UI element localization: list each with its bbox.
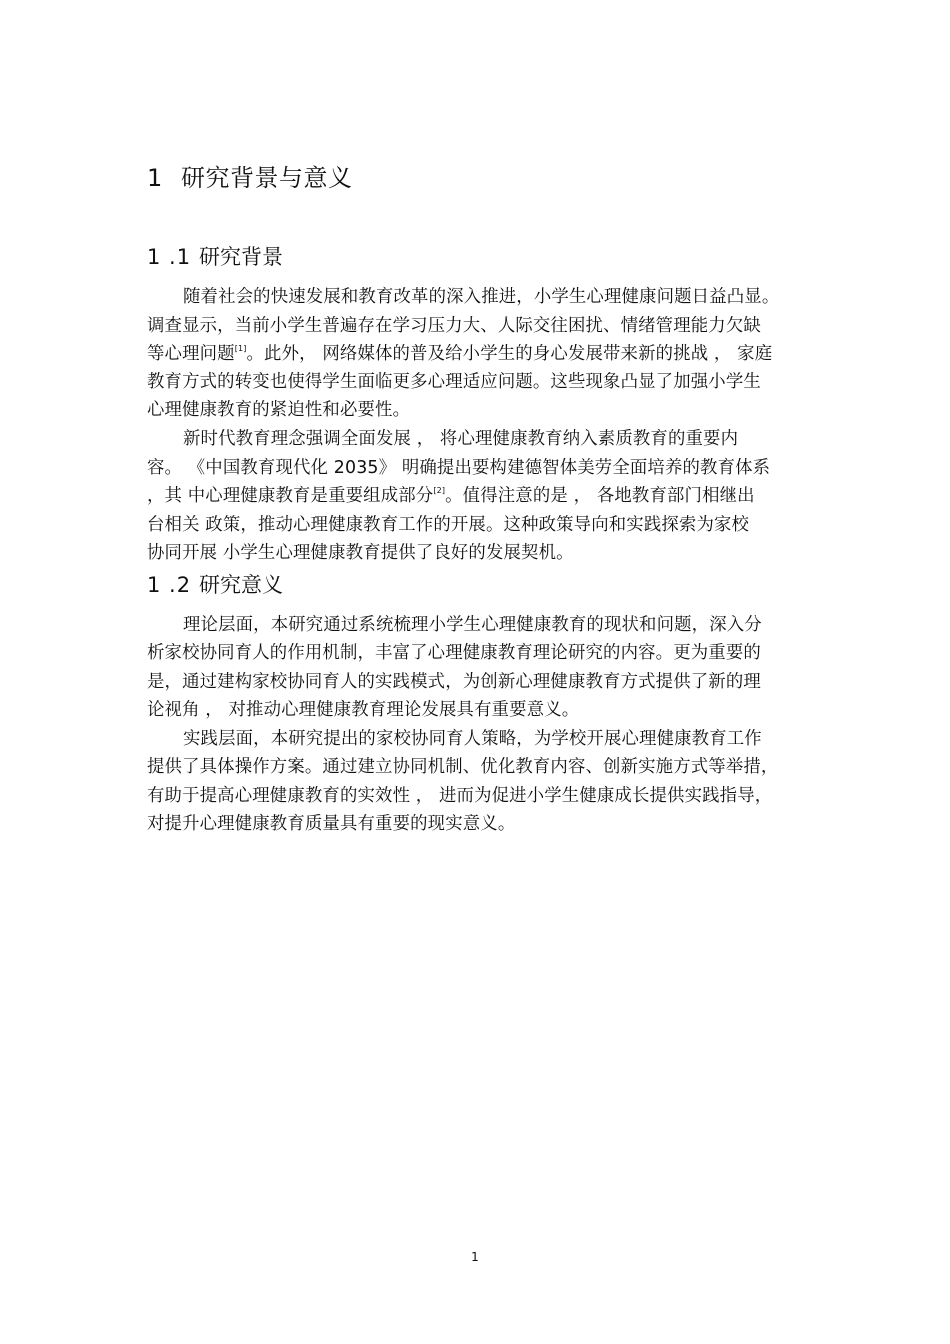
section-title: 研究意义: [199, 573, 283, 597]
paragraph-line: 析家校协同育人的作用机制，丰富了心理健康教育理论研究的内容。更为重要的: [147, 643, 761, 663]
chapter-number: 1: [147, 164, 163, 192]
citation-marker: [1]: [234, 344, 247, 353]
paragraph-line: 台相关 政策，推动心理健康教育工作的开展。这种政策导向和实践探索为家校: [147, 515, 750, 535]
line-text: ，其 中心理健康教育是重要组成部分: [147, 486, 434, 506]
paragraph-line: 调查显示，当前小学生普遍存在学习压力大、人际交往困扰、情绪管理能力欠缺: [147, 316, 761, 336]
section-title: 研究背景: [199, 245, 283, 269]
paragraph-line: 理论层面，本研究通过系统梳理小学生心理健康教育的现状和问题，深入分: [183, 615, 762, 635]
paragraph-line: 心理健康教育的紧迫性和必要性。: [147, 400, 411, 420]
paragraph-line: 论视角 ， 对推动心理健康教育理论发展具有重要意义。: [147, 700, 580, 720]
section-number: 1 .2: [147, 573, 192, 597]
paragraph-line: 教育方式的转变也使得学生面临更多心理适应问题。这些现象凸显了加强小学生: [147, 372, 761, 392]
chapter-heading: [147, 163, 353, 193]
paragraph-line: [147, 483, 819, 509]
paragraph-line: 容。 《中国教育现代化 2035》 明确提出要构建德智体美劳全面培养的教育体系: [147, 458, 771, 478]
section-heading-1-2: [147, 571, 283, 599]
chapter-title: 研究背景与意义: [181, 164, 353, 192]
paragraph-line: 有助于提高心理健康教育的实效性 ， 进而为促进小学生健康成长提供实践指导，: [147, 786, 773, 806]
line-text: 等心理问题: [147, 344, 235, 364]
paragraph-line: [147, 341, 819, 367]
paragraph-line: 新时代教育理念强调全面发展 ， 将心理健康教育纳入素质教育的重要内: [183, 429, 739, 449]
line-text: 。此外， 网络媒体的普及给小学生的身心发展带来新的挑战 ， 家庭: [246, 344, 773, 364]
paragraph-line: 实践层面，本研究提出的家校协同育人策略，为学校开展心理健康教育工作: [183, 729, 762, 749]
paragraph-line: 随着社会的快速发展和教育改革的深入推进，小学生心理健康问题日益凸显。: [183, 287, 780, 307]
section-heading-1-1: [147, 243, 283, 271]
paragraph-line: 对提升心理健康教育质量具有重要的现实意义。: [147, 814, 516, 834]
line-text: 。值得注意的是 ， 各地教育部门相继出: [445, 486, 755, 506]
paragraph-line: 提供了具体操作方案。通过建立协同机制、优化教育内容、创新实施方式等举措，: [147, 757, 779, 777]
paragraph-line: 是，通过建构家校协同育人的实践模式，为创新心理健康教育方式提供了新的理: [147, 672, 761, 692]
section-number: 1 .1: [147, 245, 192, 269]
paragraph-line: 协同开展 小学生心理健康教育提供了良好的发展契机。: [147, 543, 574, 563]
page-number: 1: [471, 1250, 479, 1264]
citation-marker: [2]: [433, 486, 446, 495]
